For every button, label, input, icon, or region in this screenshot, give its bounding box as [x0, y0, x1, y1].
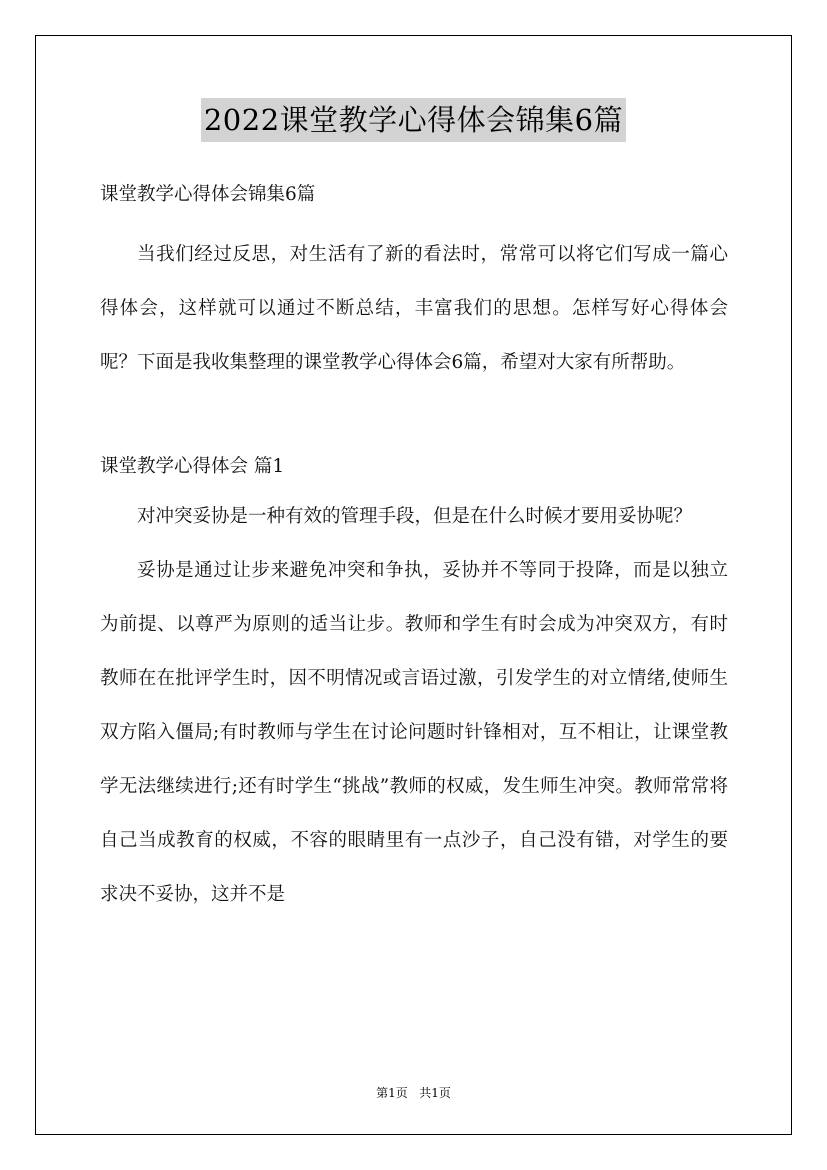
total-pages-label: 共1页: [419, 1086, 451, 1100]
intro-paragraph: 当我们经过反思，对生活有了新的看法时，常常可以将它们写成一篇心得体会，这样就可以通过不断总结，丰富我们的思想。怎样写好心得体会呢？下面是我收集整理的课堂教学心得体会6篇，希望对大家有所帮助。: [100, 244, 728, 373]
section-paragraph: 妥协是通过让步来避免冲突和争执，妥协并不等同于投降，而是以独立为前提、以尊严为原则的适当让步。教师和学生有时会成为冲突双方，有时教师在在批评学生时，因不明情况或言语过激，引发学生的对立情绪,使师生双方陷入僵局;有时教师与学生在讨论问题时针锋相对，互不相让，让课堂教学无法继续进行;还有时学生“挑战”教师的权威，发生师生冲突。教师常常将自己当成教育的权威，不容的眼睛里有一点沙子，自己没有错，对学生的要求决不妥协，这并不是: [100, 560, 728, 905]
section-paragraph: 对冲突妥协是一种有效的管理手段，但是在什么时候才要用妥协呢？: [137, 506, 693, 527]
document-body: [100, 171, 728, 922]
page-footer: [0, 1084, 827, 1101]
page-number-label: 第1页: [376, 1086, 408, 1100]
document-subtitle: 课堂教学心得体会锦集6篇: [100, 184, 316, 205]
document-title: 2022课堂教学心得体会锦集6篇: [201, 98, 626, 142]
section-heading: 课堂教学心得体会 篇1: [100, 456, 285, 477]
title-wrap: [0, 98, 827, 142]
